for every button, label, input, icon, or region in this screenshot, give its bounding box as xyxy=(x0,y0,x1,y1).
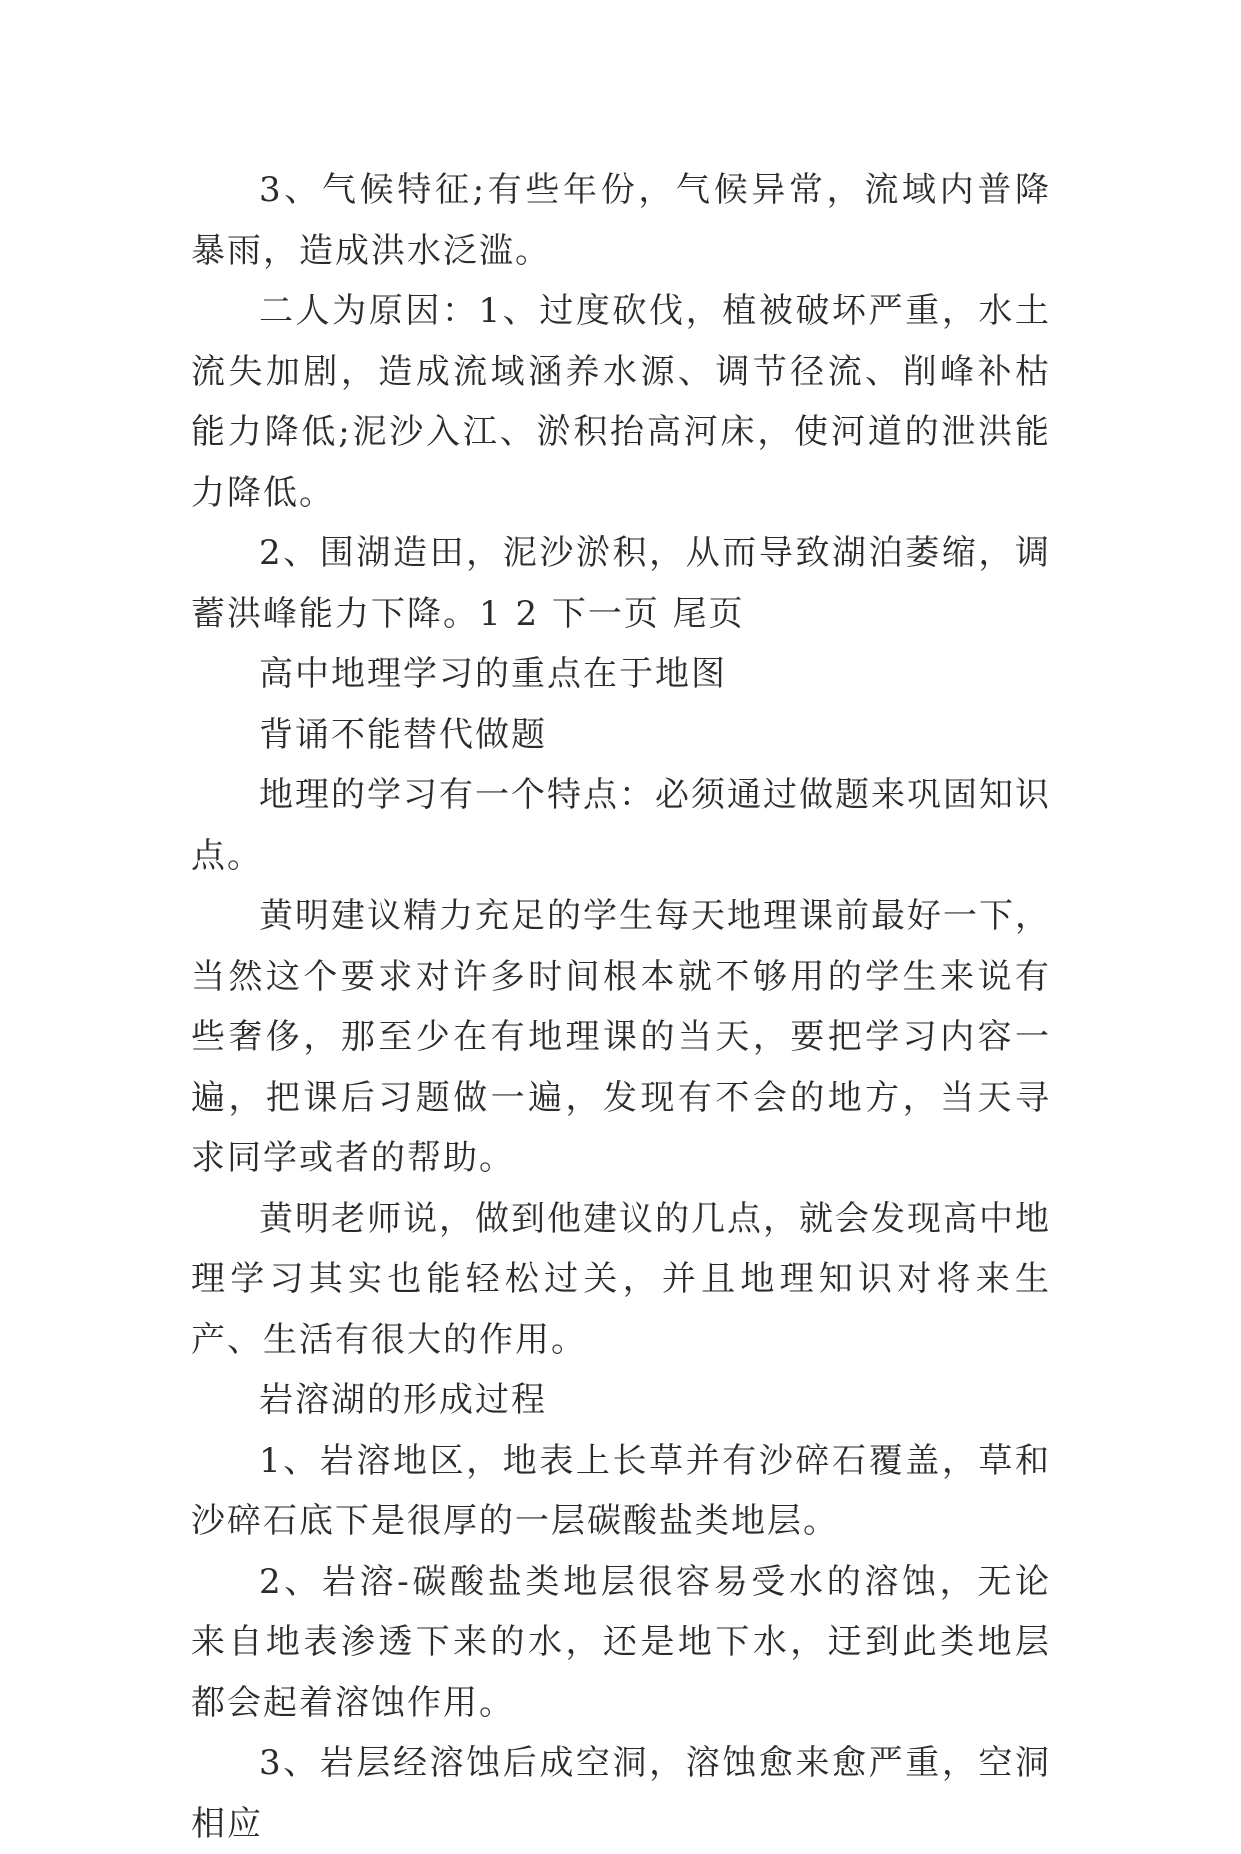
paragraph-climate-feature: 3、气候特征;有些年份，气候异常，流域内普降暴雨，造成洪水泛滥。 xyxy=(191,170,1051,271)
paragraph-karst-step-3: 3、岩层经溶蚀后成空洞，溶蚀愈来愈严重，空洞相应 xyxy=(191,1743,1051,1844)
paragraph-advice: 黄明建议精力充足的学生每天地理课前最好一下，当然这个要求对许多时间根本就不够用的学生来说有些奢侈，那至少在有地理课的当天，要把学习内容一遍，把课后习题做一遍，发现有不会的地方，当天寻求同学或者的帮助。 xyxy=(191,896,1051,1178)
paragraph-lake-reclamation: 2、围湖造田，泥沙淤积，从而导致湖泊萎缩，调蓄洪峰能力下降。1 2 下一页 尾页 xyxy=(191,533,1051,634)
paragraph-karst-step-2: 2、岩溶-碳酸盐类地层很容易受水的溶蚀，无论来自地表渗透下来的水，还是地下水，迂到此类地层都会起着溶蚀作用。 xyxy=(191,1561,1051,1723)
paragraph-teacher-quote: 黄明老师说，做到他建议的几点，就会发现高中地理学习其实也能轻松过关，并且地理知识对将来生产、生活有很大的作用。 xyxy=(191,1198,1051,1360)
section-heading-maps: 高中地理学习的重点在于地图 xyxy=(259,654,727,694)
paragraph-human-causes: 二人为原因：1、过度砍伐，植被破坏严重，水土流失加剧，造成流域涵养水源、调节径流、削峰补枯能力降低;泥沙入江、淤积抬高河床，使河道的泄洪能力降低。 xyxy=(191,291,1051,513)
subheading-practice: 背诵不能替代做题 xyxy=(259,714,547,755)
document-body xyxy=(191,160,1051,1854)
paragraph-karst-step-1: 1、岩溶地区，地表上长草并有沙碎石覆盖，草和沙碎石底下是很厚的一层碳酸盐类地层。 xyxy=(191,1440,1051,1541)
paragraph-study-feature: 地理的学习有一个特点：必须通过做题来巩固知识点。 xyxy=(191,775,1051,876)
section-heading-karst-lake: 岩溶湖的形成过程 xyxy=(259,1380,547,1420)
